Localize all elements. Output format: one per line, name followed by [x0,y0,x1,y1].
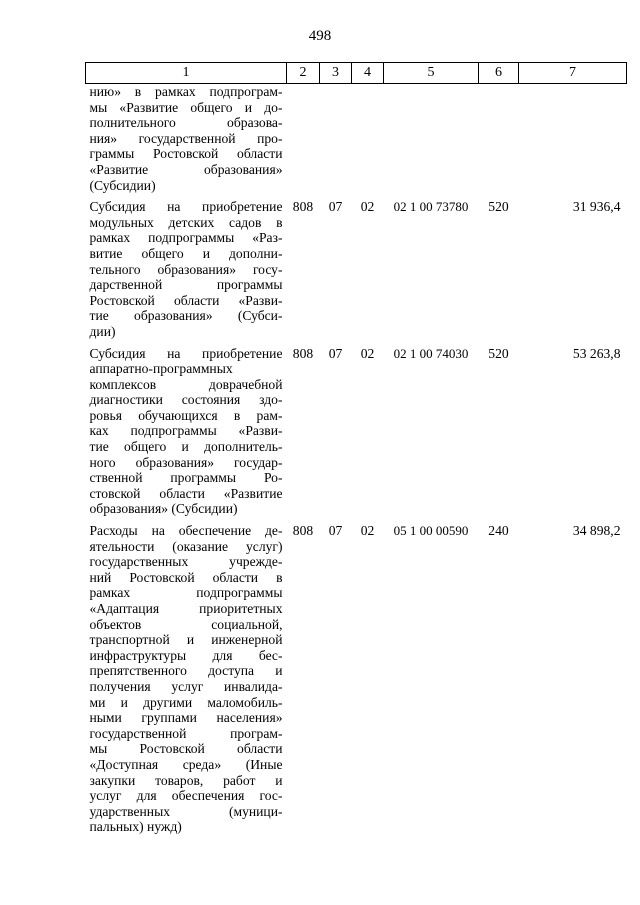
expense-type-cell: 240 [488,523,509,539]
expense-name-line: Ростовской области «Разви- [89,292,283,308]
expense-name-line: витие общего и дополни- [89,245,283,261]
expense-name-line: дарственной программы [89,277,283,293]
column-header-5: 5 [384,63,479,84]
expense-name-line: государственных учрежде- [89,554,283,570]
expense-name-line: государственной програм- [89,725,283,741]
expense-name-line: ными группами населения» [89,710,283,726]
amount-cell [519,84,627,194]
expense-name-line: модульных детских садов в [89,214,283,230]
expense-name-line: стовской области «Развитие [89,485,283,501]
expense-type-cell [479,84,519,194]
expense-name-line: ятельности (оказание услуг) [89,538,283,554]
expense-name-line: полнительного образова- [89,115,283,131]
expense-name-line: ния» государственной про- [89,130,283,146]
ministry-code-cell: 808 [292,345,314,361]
expense-type-cell: 520 [488,345,509,361]
ministry-code-cell [287,84,320,194]
expense-name-line: закупки товаров, работ и [89,772,283,788]
column-header-3: 3 [320,63,352,84]
expense-name-line: тие общего и дополнитель- [89,439,283,455]
amount-cell: 31 936,4 [572,199,621,215]
table-row [86,199,627,339]
column-header-1: 1 [86,63,287,84]
expense-name-line: нию» в рамках подпрограм- [89,84,283,99]
expense-name-cell [86,84,287,194]
column-header-6: 6 [479,63,519,84]
subsection-code-cell [352,84,384,194]
expense-name-line: диагностики состояния здо- [89,392,283,408]
page-number: 498 [308,28,332,44]
expense-name-cell [86,346,287,518]
expense-name-line: рамках подпрограммы [89,585,283,601]
target-article-cell: 05 1 00 00590 [393,523,469,539]
expense-name-line: образования» (Субсидии) [89,501,238,517]
section-code-cell: 07 [328,199,343,215]
expense-name-line: комплексов доврачебной [89,376,283,392]
target-article-cell [384,84,479,194]
expense-name-line: Субсидия на приобретение [89,345,283,361]
expense-name-line: ственной программы Ро- [89,470,283,486]
column-header-4: 4 [352,63,384,84]
expense-name-line: препятственного доступа и [89,663,283,679]
expense-name-line: Расходы на обеспечение де- [89,523,283,539]
target-article-cell: 02 1 00 74030 [393,345,469,361]
expense-name-cell [86,199,287,339]
expense-name-line: ровья обучающихся в рам- [89,407,283,423]
expense-name-cell [86,523,287,835]
expense-name-line: услуг для обеспечения гос- [89,788,283,804]
expense-name-line: инфраструктуры для бес- [89,647,283,663]
expense-name-line: пальных) нужд) [89,819,182,835]
target-article-cell: 02 1 00 73780 [393,199,469,215]
section-code-cell: 07 [328,523,343,539]
expense-name-line: ках подпрограммы «Разви- [89,423,283,439]
expense-name-line: граммы Ростовской области [89,146,283,162]
expense-name-line: получения услуг инвалида- [89,678,283,694]
expense-name-line: аппаратно-программных [89,361,233,377]
amount-cell: 53 263,8 [572,345,621,361]
expense-name-line: ударственных (муници- [89,803,283,819]
expense-name-line: ного образования» государ- [89,454,283,470]
section-code-cell [320,84,352,194]
section-code-cell: 07 [328,345,343,361]
table-row [86,523,627,835]
expense-name-line: мы «Развитие общего и до- [89,99,283,115]
expense-name-line: ми и другими маломобиль- [89,694,283,710]
expense-name-line: «Развитие образования» [89,161,283,177]
table-body [86,84,627,835]
subsection-code-cell: 02 [360,523,375,539]
column-header-2: 2 [287,63,320,84]
subsection-code-cell: 02 [360,199,375,215]
expense-name-line: (Субсидии) [89,177,156,193]
expense-name-line: «Адаптация приоритетных [89,601,283,616]
subsection-code-cell: 02 [360,345,375,361]
column-header-7: 7 [519,63,627,84]
expense-name-line: тельного образования» госу- [89,261,283,277]
expense-name-line: рамках подпрограммы «Раз- [89,230,283,246]
expense-name-line: объектов социальной, [89,616,283,632]
amount-cell: 34 898,2 [572,523,621,539]
ministry-code-cell: 808 [292,523,314,539]
expense-name-line: «Доступная среда» (Иные [89,756,283,772]
expense-name-line: транспортной и инженерной [89,632,283,648]
ministry-code-cell: 808 [292,199,314,215]
table-row [86,346,627,518]
budget-table [85,62,627,835]
expense-name-line: Субсидия на приобретение [89,199,283,215]
table-row [86,84,627,194]
header-row [86,63,627,84]
expense-type-cell: 520 [488,199,509,215]
expense-name-line: ний Ростовской области в [89,569,283,585]
expense-name-line: дии) [89,323,116,339]
expense-name-line: мы Ростовской области [89,741,283,757]
expense-name-line: тие образования» (Субси- [89,308,283,324]
